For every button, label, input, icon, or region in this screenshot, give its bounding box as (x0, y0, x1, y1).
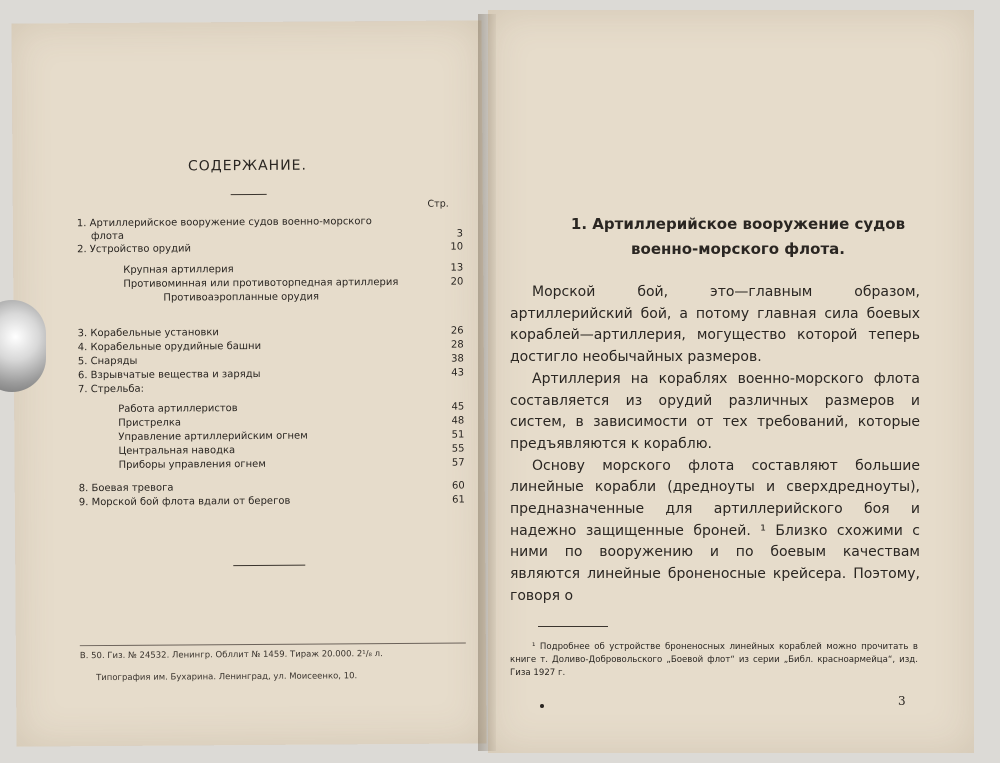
toc-entry: 9. Морской бой флота вдали от берегов 61 (78, 494, 465, 509)
page-number: 3 (898, 694, 906, 708)
toc-entry: Крупная артиллерия 13 (123, 262, 464, 276)
footnote-divider (538, 626, 608, 627)
paragraph: Основу морского флота составляют большие линейные корабли (дредноуты и сверхдредноуты), предназначенные для артиллерийского боя и надежно защищенные броней. ¹ Близко схожими с ними по вооружению и по боевым качествам являются линейные броненосные крейсера. Поэтому, говоря о (510, 457, 920, 604)
toc-entry: 6. Взрывчатые вещества и заряды 43 (77, 367, 464, 382)
toc-entry: 2. Устройство орудий 10 (77, 241, 464, 256)
imprint-divider (80, 642, 466, 646)
toc-entry: 1. Артиллерийское вооружение судов военно-морского (76, 216, 372, 230)
toc-entry: Противоминная или противоторпедная артиллерия 20 (123, 276, 464, 290)
chapter-heading: 1. Артиллерийское вооружение судов военно-морского флота. (570, 215, 906, 258)
toc-page-column-label: Стр. (427, 198, 449, 210)
table-of-contents (76, 216, 465, 509)
toc-entry: Управление артиллерийским огнем 51 (118, 429, 465, 443)
toc-title: СОДЕРЖАНИЕ. (187, 157, 308, 175)
book-gutter (478, 14, 496, 751)
toc-entry: 3. Корабельные установки 26 (77, 325, 464, 340)
toc-entry: Работа артиллеристов 45 (118, 401, 465, 415)
end-divider (233, 565, 305, 567)
lamp-knob (0, 300, 46, 392)
toc-entry: Пристрелка 48 (118, 415, 465, 429)
imprint-line: Типография им. Бухарина. Ленинград, ул. Моисеенко, 10. (96, 671, 358, 684)
toc-entry: Приборы управления огнем 57 (118, 457, 465, 471)
toc-entry: 5. Снаряды 38 (77, 353, 464, 368)
chapter-body (510, 282, 920, 608)
left-page (11, 20, 486, 746)
toc-entry: 8. Боевая тревога 60 (78, 480, 465, 495)
paragraph: Артиллерия на кораблях военно-морского флота составляется из орудий различных размеров и систем, в зависимости от тех требований, которые предъявляются к кораблю. (510, 370, 920, 452)
paragraph: Морской бой, это—главным образом, артиллерийский бой, а потому главная сила боевых кораблей—артиллерия, могущество которой теперь достигло необычайных размеров. (510, 284, 920, 366)
toc-entry: Центральная наводка 55 (118, 443, 465, 457)
imprint-line: В. 50. Гиз. № 24532. Ленингр. Обллит № 1459. Тираж 20.000. 2¹/₈ л. (79, 649, 383, 662)
print-mark (540, 704, 544, 708)
toc-entry: 4. Корабельные орудийные башни 28 (77, 339, 464, 354)
toc-entry: 7. Стрельба: (78, 383, 145, 396)
title-divider (231, 194, 267, 195)
toc-entry: Противоаэропланные орудия (163, 291, 320, 304)
footnote: ¹ Подробнее об устройстве броненосных линейных кораблей можно прочитать в книге т. Доливо-Добровольского „Боевой флот“ из серии „Библ. красноармейца“, изд. Гиза 1927 г. (510, 642, 918, 678)
toc-entry: флота 3 (90, 228, 463, 243)
